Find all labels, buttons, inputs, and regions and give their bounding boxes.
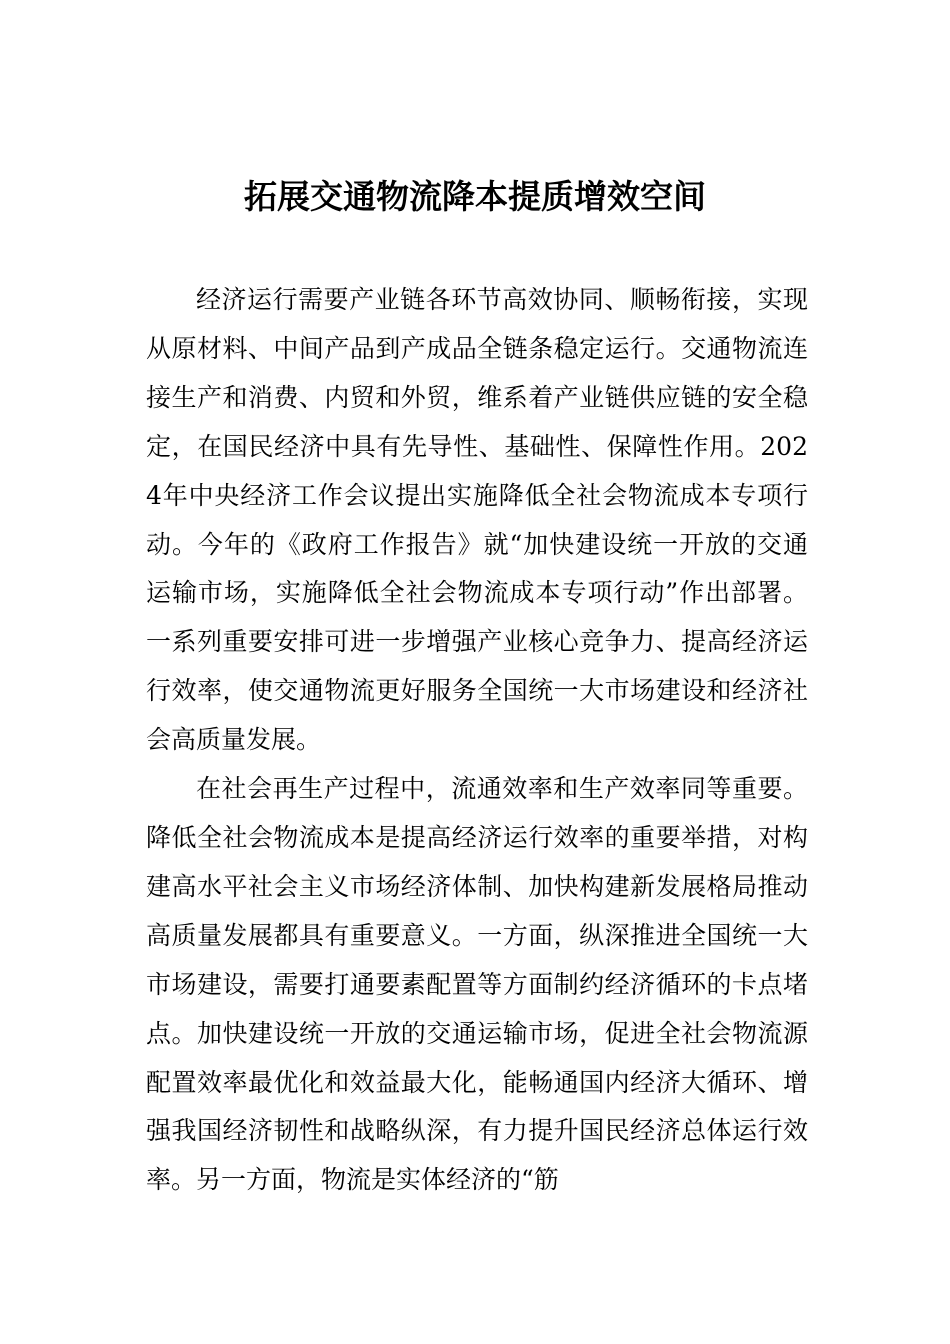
paragraph-1: 经济运行需要产业链各环节高效协同、顺畅衔接，实现从原材料、中间产品到产成品全链条稳定运行。交通物流连接生产和消费、内贸和外贸，维系着产业链供应链的安全稳定，在国民经济中具有先导性、基础性、保障性作用。2024年中央经济工作会议提出实施降低全社会物流成本专项行动。今年的《政府工作报告》就“加快建设统一开放的交通运输市场，实施降低全社会物流成本专项行动”作出部署。一系列重要安排可进一步增强产业核心竞争力、提高经济运行效率，使交通物流更好服务全国统一大市场建设和经济社会高质量发展。 xyxy=(146,285,808,755)
paragraph-2: 在社会再生产过程中，流通效率和生产效率同等重要。降低全社会物流成本是提高经济运行效率的重要举措，对构建高水平社会主义市场经济体制、加快构建新发展格局推动高质量发展都具有重要意义。一方面，纵深推进全国统一大市场建设，需要打通要素配置等方面制约经济循环的卡点堵点。加快建设统一开放的交通运输市场，促进全社会物流源配置效率最优化和效益最大化，能畅通国内经济大循环、增强我国经济韧性和战略纵深，有力提升国民经济总体运行效率。另一方面，物流是实体经济的“筋 xyxy=(146,774,808,1195)
document-title: 拓展交通物流降本提质增效空间 xyxy=(244,177,706,216)
document-body xyxy=(146,276,808,1205)
